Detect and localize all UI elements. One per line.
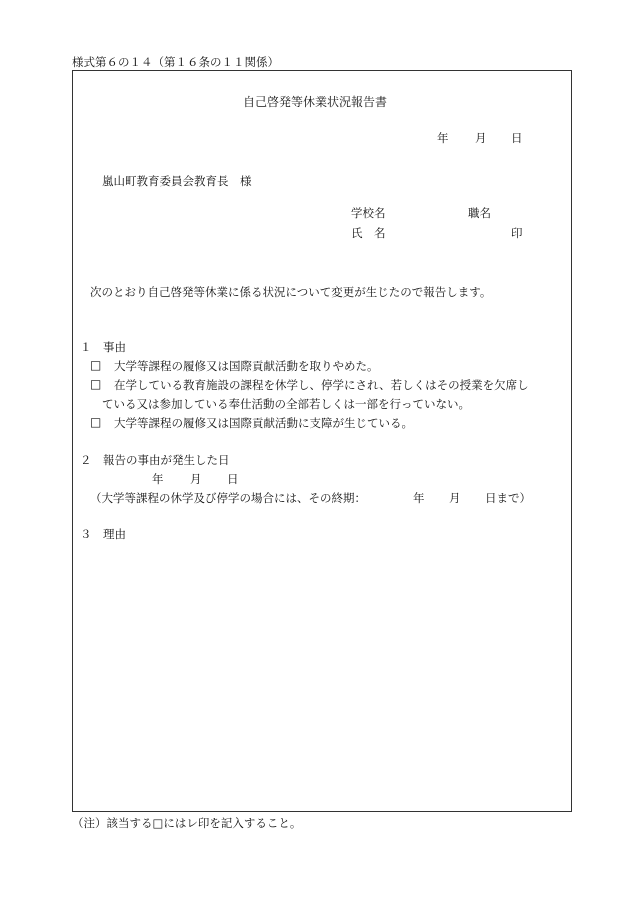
checkbox-item1[interactable]: □ xyxy=(90,358,102,372)
name-label: 氏 名 xyxy=(351,226,386,240)
occurrence-day-label: 日 xyxy=(227,472,239,486)
date-year-label: 年 xyxy=(437,131,449,145)
item2-text-line2: ている又は参加している奉仕活動の全部若しくは一部を行っていない。 xyxy=(102,397,470,411)
position-label: 職名 xyxy=(468,206,491,220)
date-day-label: 日 xyxy=(511,131,523,145)
checkbox-item3[interactable]: □ xyxy=(90,415,102,429)
end-date-day-label: 日まで） xyxy=(485,491,531,505)
section2-heading: ２ 報告の事由が発生した日 xyxy=(80,453,230,467)
end-date-month-label: 月 xyxy=(449,491,461,505)
seal-label: 印 xyxy=(511,226,523,240)
end-date-note-prefix: （大学等課程の休学及び停学の場合には、その終期： xyxy=(90,491,366,505)
intro-text: 次のとおり自己啓発等休業に係る状況について変更が生じたので報告します。 xyxy=(90,285,492,299)
occurrence-year-label: 年 xyxy=(152,472,164,486)
section3-heading: ３ 理由 xyxy=(80,527,126,541)
school-name-label: 学校名 xyxy=(351,206,386,220)
end-date-year-label: 年 xyxy=(413,491,425,505)
form-number: 様式第６の１４（第１６条の１１関係） xyxy=(72,55,279,69)
checkbox-item2[interactable]: □ xyxy=(90,377,102,391)
footnote: （注）該当する□にはレ印を記入すること。 xyxy=(72,816,302,830)
addressee: 嵐山町教育委員会教育長 様 xyxy=(102,174,252,188)
item1-text: 大学等課程の履修又は国際貢献活動を取りやめた。 xyxy=(114,359,379,373)
date-month-label: 月 xyxy=(475,131,487,145)
item2-text-line1: 在学している教育施設の課程を休学し、停学にされ、若しくはその授業を欠席し xyxy=(114,378,529,392)
section1-heading: １ 事由 xyxy=(80,340,126,354)
item3-text: 大学等課程の履修又は国際貢献活動に支障が生じている。 xyxy=(114,416,413,430)
document-title: 自己啓発等休業状況報告書 xyxy=(242,95,387,109)
occurrence-month-label: 月 xyxy=(190,472,202,486)
